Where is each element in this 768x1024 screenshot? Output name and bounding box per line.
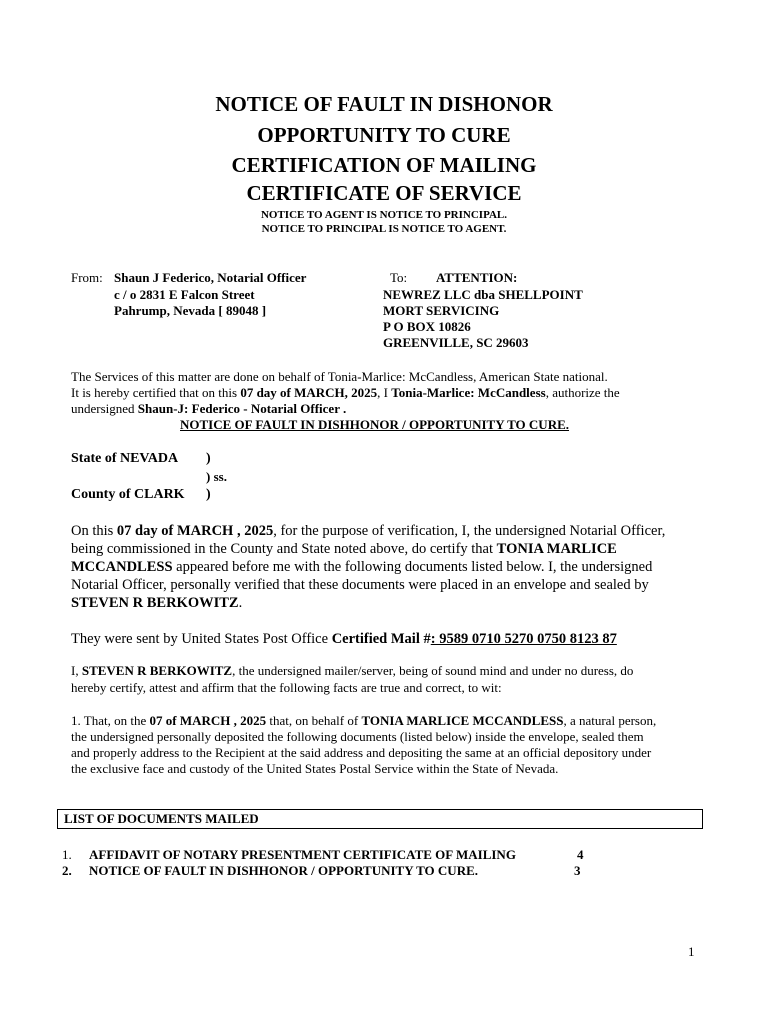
- para1-text: On this: [71, 523, 117, 539]
- to-attention: ATTENTION:: [436, 270, 518, 285]
- subtitle-line-2: NOTICE TO PRINCIPAL IS NOTICE TO AGENT.: [261, 223, 507, 235]
- title-line-3: CERTIFICATION OF MAILING: [231, 153, 537, 177]
- list-item-2-text: NOTICE OF FAULT IN DISHHONOR / OPPORTUNITY TO CURE.: [89, 863, 479, 878]
- para2-line-1: [71, 663, 633, 680]
- para3-name: TONIA MARLICE MCCANDLESS: [361, 713, 564, 728]
- services-line-2: [71, 385, 620, 402]
- page-number: 1: [688, 944, 695, 959]
- list-item-2-number: 2.: [62, 863, 72, 878]
- services-line-1: The Services of this matter are done on behalf of Tonia-Marlice: McCandless, American State national.: [71, 369, 608, 384]
- para3-line-1: [71, 713, 656, 730]
- services-text: undersigned: [71, 401, 138, 416]
- services-date: 07 day of MARCH, 2025: [240, 385, 378, 400]
- to-line-4: GREENVILLE, SC 29603: [383, 335, 529, 350]
- para1-name: TONIA MARLICE: [496, 541, 617, 557]
- para3-text: , a natural person,: [563, 713, 657, 728]
- para1-signer: STEVEN R BERKOWITZ: [71, 595, 239, 611]
- para2-text: I,: [71, 663, 82, 678]
- para1-line-4: Notarial Officer, personally verified that these documents were placed in an envelope and sealed by: [71, 577, 649, 593]
- list-item-1-number: 1.: [62, 847, 72, 862]
- para1-line-5: [71, 594, 242, 612]
- services-principal: Tonia-Marlice: McCandless: [391, 385, 546, 400]
- from-name: Shaun J Federico, Notarial Officer: [114, 270, 307, 285]
- para3-line-3: and properly address to the Recipient at the said address and depositing the same at an official depository under: [71, 745, 652, 760]
- certified-mail-line: [71, 630, 617, 648]
- from-address-1: c / o 2831 E Falcon Street: [114, 287, 255, 302]
- para3-line-4: the exclusive face and custody of the United States Postal Service within the State of Nevada.: [71, 761, 559, 776]
- list-item-1-text: AFFIDAVIT OF NOTARY PRESENTMENT CERTIFICATE OF MAILING: [89, 847, 516, 862]
- para1-name: MCCANDLESS: [71, 559, 173, 575]
- from-label: From:: [71, 270, 103, 285]
- from-address-2: Pahrump, Nevada [ 89048 ]: [114, 303, 267, 318]
- para1-text: being commissioned in the County and State noted above, do certify that: [71, 541, 497, 557]
- para1-text: , for the purpose of verification, I, the undersigned Notarial Officer,: [273, 523, 666, 539]
- para3-text: that, on behalf of: [266, 713, 362, 728]
- to-label: To:: [390, 270, 408, 285]
- services-heading: NOTICE OF FAULT IN DISHHONOR / OPPORTUNITY TO CURE.: [180, 417, 570, 432]
- services-text: , I: [377, 385, 392, 400]
- para2-signer: STEVEN R BERKOWITZ: [81, 663, 233, 678]
- venue-county: County of CLARK: [71, 487, 185, 502]
- mail-text: They were sent by United States Post Office: [71, 631, 332, 647]
- to-line-3: P O BOX 10826: [383, 319, 471, 334]
- venue-state: State of NEVADA: [71, 451, 179, 466]
- services-officer: Shaun-J: Federico - Notarial Officer .: [137, 401, 347, 416]
- para1-line-1: [71, 522, 665, 540]
- to-line-1: NEWREZ LLC dba SHELLPOINT: [383, 287, 583, 302]
- title-line-4: CERTIFICATE OF SERVICE: [246, 181, 522, 205]
- venue-ss: ) ss.: [206, 469, 227, 484]
- certified-mail-number: : 9589 0710 5270 0750 8123 87: [430, 631, 617, 647]
- subtitle-line-1: NOTICE TO AGENT IS NOTICE TO PRINCIPAL.: [260, 209, 508, 221]
- list-item-1-count: 4: [577, 847, 584, 862]
- documents-list-heading: LIST OF DOCUMENTS MAILED: [57, 809, 703, 829]
- para1-line-3: [71, 558, 652, 576]
- para3-text: 1. That, on the: [71, 713, 150, 728]
- list-item-2-count: 3: [574, 863, 581, 878]
- para3-line-2: the undersigned personally deposited the following documents (listed below) inside the envelope, sealed them: [71, 729, 644, 744]
- para1-text: .: [238, 595, 243, 611]
- para1-line-2: [71, 540, 617, 558]
- venue-paren-1: ): [206, 451, 211, 466]
- para1-text: appeared before me with the following documents listed below. I, the undersigned: [172, 559, 653, 575]
- venue-paren-2: ): [206, 487, 211, 502]
- services-line-3: [71, 401, 346, 418]
- services-text: It is hereby certified that on this: [71, 385, 241, 400]
- services-text: , authorize the: [545, 385, 620, 400]
- para2-line-2: hereby certify, attest and affirm that the following facts are true and correct, to wit:: [71, 680, 502, 695]
- title-line-1: NOTICE OF FAULT IN DISHONOR: [215, 92, 553, 116]
- para2-text: , the undersigned mailer/server, being of sound mind and under no duress, do: [232, 663, 634, 678]
- title-line-2: OPPORTUNITY TO CURE: [257, 123, 511, 147]
- para3-date: 07 of MARCH , 2025: [149, 713, 267, 728]
- mail-label: Certified Mail #: [331, 631, 431, 647]
- to-line-2: MORT SERVICING: [383, 303, 500, 318]
- para1-date: 07 day of MARCH , 2025: [116, 523, 274, 539]
